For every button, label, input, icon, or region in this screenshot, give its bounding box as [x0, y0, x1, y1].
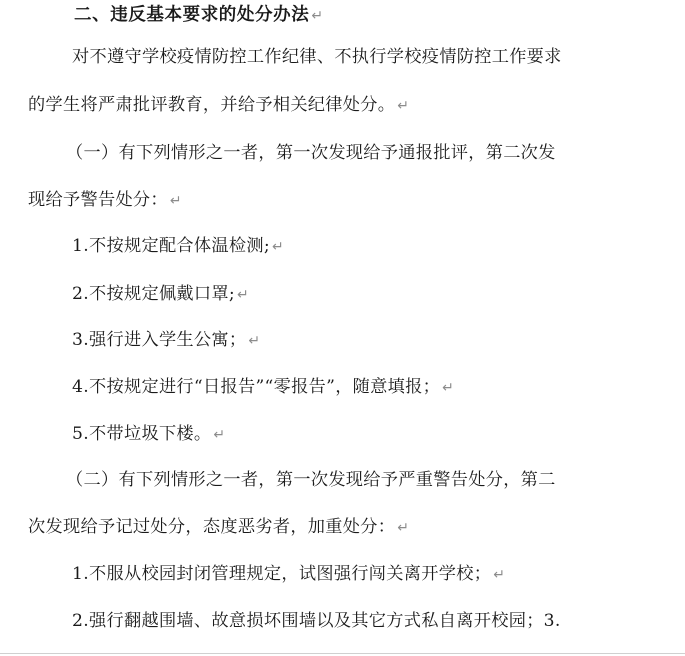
group2-item-1: 1.不服从校园封闭管理规定，试图强行闯关离开学校； — [72, 564, 492, 584]
group2-text-2: 次发现给予记过处分，态度恶劣者，加重处分： — [28, 517, 396, 537]
group1-item-3: 3.强行进入学生公寓； — [72, 330, 247, 350]
group1-line-2 — [28, 188, 182, 213]
intro-text-2: 的学生将严肃批评教育，并给予相关纪律处分。 — [28, 95, 396, 115]
paragraph-mark-icon: ↵ — [271, 239, 284, 255]
intro-text-1: 对不遵守学校疫情防控工作纪律、不执行学校疫情防控工作要求 — [72, 47, 562, 67]
paragraph-mark-icon: ↵ — [169, 193, 182, 209]
group2-line-1 — [66, 468, 556, 492]
section-heading-text: 二、违反基本要求的处分办法 — [74, 5, 310, 25]
paragraph-mark-icon: ↵ — [237, 287, 250, 303]
paragraph-mark-icon: ↵ — [311, 8, 324, 24]
group1-item-5: 5.不带垃圾下楼。 — [72, 424, 212, 444]
paragraph-mark-icon: ↵ — [397, 98, 410, 114]
section-heading — [74, 3, 324, 28]
group1-item-2: 2.不按规定佩戴口罩; — [72, 284, 235, 304]
list-item — [72, 375, 454, 400]
page-bottom-divider — [0, 653, 685, 654]
group1-text-2: 现给予警告处分： — [28, 190, 168, 210]
list-item — [72, 562, 505, 587]
intro-paragraph-line-1 — [72, 45, 562, 69]
paragraph-mark-icon: ↵ — [442, 380, 455, 396]
list-item — [72, 609, 561, 633]
group2-item-2: 2.强行翻越围墙、故意损坏围墙以及其它方式私自离开校园；3. — [72, 611, 561, 631]
group1-item-1: 1.不按规定配合体温检测; — [72, 236, 270, 256]
intro-paragraph-line-2 — [28, 93, 409, 118]
paragraph-mark-icon: ↵ — [248, 333, 261, 349]
group2-line-2 — [28, 515, 409, 540]
list-item — [72, 234, 284, 259]
list-item — [72, 422, 225, 447]
group1-text-1: （一）有下列情形之一者，第一次发现给予通报批评，第二次发 — [66, 143, 556, 163]
list-item — [72, 328, 260, 353]
paragraph-mark-icon: ↵ — [397, 520, 410, 536]
list-item — [72, 282, 249, 307]
group2-text-1: （二）有下列情形之一者，第一次发现给予严重警告处分，第二 — [66, 470, 556, 490]
group1-item-4: 4.不按规定进行“日报告”“零报告”，随意填报； — [72, 377, 441, 397]
paragraph-mark-icon: ↵ — [213, 427, 226, 443]
paragraph-mark-icon: ↵ — [493, 567, 506, 583]
group1-line-1 — [66, 141, 556, 165]
